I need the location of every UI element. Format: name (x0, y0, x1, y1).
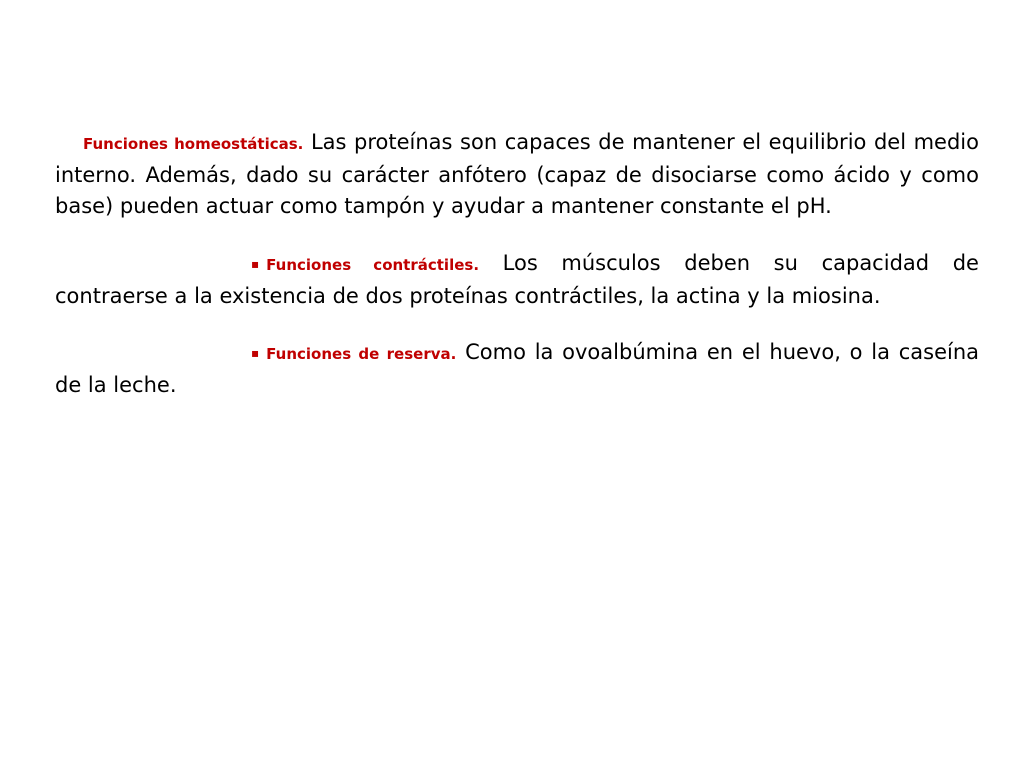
homeostatic-functions-text: Las proteínas son capaces de mantener el equilibrio del medio interno. Además, dado su carácter anfótero (capaz de disociarse como ácido y como base) pueden actuar como tampón y ayudar a mantener constante el pH. (55, 130, 979, 218)
paragraph-contractile-functions (55, 248, 979, 312)
reserve-functions-label: Funciones de reserva. (266, 345, 457, 363)
square-bullet-icon: ▪ (251, 257, 260, 271)
contractile-functions-label: Funciones contráctiles. (266, 256, 480, 274)
paragraph-reserve-functions (55, 337, 979, 401)
square-bullet-icon: ▪ (251, 346, 260, 360)
paragraph-homeostatic-functions (55, 127, 979, 222)
reserve-functions-text: Como la ovoalbúmina en el huevo, o la caseína de la leche. (55, 340, 980, 397)
slide-body (55, 127, 979, 401)
homeostatic-functions-label: Funciones homeostáticas. (83, 135, 304, 153)
contractile-functions-text: Los músculos deben su capacidad de contraerse a la existencia de dos proteínas contráctiles, la actina y la miosina. (55, 251, 979, 308)
